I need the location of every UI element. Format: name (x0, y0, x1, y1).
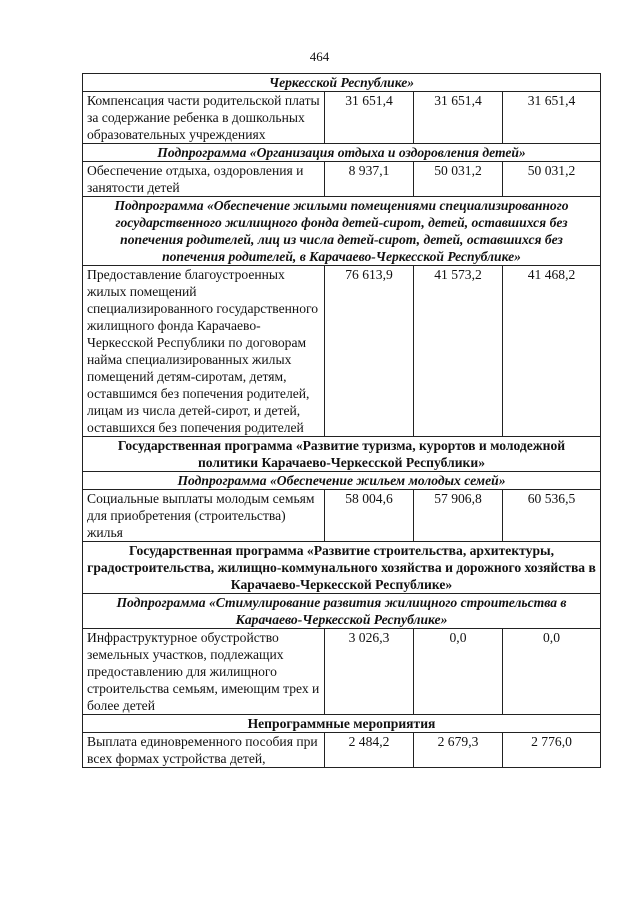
value-cell-1: 31 651,4 (325, 92, 414, 144)
program-heading: Непрограммные мероприятия (83, 715, 601, 733)
program-heading: Государственная программа «Развитие туризма, курортов и молодежной политики Карачаево-Черкесской Республики» (83, 437, 601, 472)
value-cell-1: 8 937,1 (325, 162, 414, 197)
value-cell-3: 31 651,4 (503, 92, 601, 144)
value-cell-3: 41 468,2 (503, 266, 601, 437)
section-header-row (83, 472, 601, 490)
program-heading: Государственная программа «Развитие строительства, архитектуры, градостроительства, жилищно-коммунального хозяйства и дорожного хозяйства в Карачаево-Черкесской Республике» (83, 542, 601, 594)
section-header-row (83, 144, 601, 162)
section-header-row (83, 437, 601, 472)
value-cell-2: 50 031,2 (414, 162, 503, 197)
value-cell-2: 57 906,8 (414, 490, 503, 542)
table-row (83, 629, 601, 715)
subprogram-heading: Подпрограмма «Стимулирование развития жилищного строительства в Карачаево-Черкесской Республике» (83, 594, 601, 629)
value-cell-1: 3 026,3 (325, 629, 414, 715)
row-label: Компенсация части родительской платы за содержание ребенка в дошкольных образовательных учреждениях (83, 92, 325, 144)
table-row (83, 266, 601, 437)
value-cell-2: 41 573,2 (414, 266, 503, 437)
table-row (83, 162, 601, 197)
row-label: Предоставление благоустроенных жилых помещений специализированного государственного жилищного фонда Карачаево-Черкесской Республики по договорам найма специализированных жилых помещений детям-сиротам, детям, оставшимся без попечения родителей, лицам из числа детей-сирот, и детей, оставшихся без попечения родителей (83, 266, 325, 437)
value-cell-3: 2 776,0 (503, 733, 601, 768)
value-cell-1: 76 613,9 (325, 266, 414, 437)
value-cell-1: 58 004,6 (325, 490, 414, 542)
subprogram-heading: Подпрограмма «Обеспечение жильем молодых семей» (83, 472, 601, 490)
value-cell-1: 2 484,2 (325, 733, 414, 768)
section-header-row (83, 542, 601, 594)
table-row (83, 490, 601, 542)
subprogram-heading: Подпрограмма «Обеспечение жилыми помещениями специализированного государственного жилищного фонда детей-сирот, детей, оставшихся без попечения родителей, лиц из числа детей-сирот, детей, оставшихся без попечения родителей, в Карачаево-Черкесской Республике» (83, 197, 601, 266)
table-row (83, 92, 601, 144)
value-cell-3: 60 536,5 (503, 490, 601, 542)
budget-table (82, 73, 601, 768)
page-number: 464 (309, 49, 330, 64)
value-cell-2: 31 651,4 (414, 92, 503, 144)
row-label: Обеспечение отдыха, оздоровления и занятости детей (83, 162, 325, 197)
value-cell-2: 2 679,3 (414, 733, 503, 768)
section-header-row (83, 715, 601, 733)
row-label: Инфраструктурное обустройство земельных участков, подлежащих предоставлению для жилищного строительства семьям, имеющим трех и более детей (83, 629, 325, 715)
value-cell-3: 50 031,2 (503, 162, 601, 197)
value-cell-3: 0,0 (503, 629, 601, 715)
section-header-row (83, 594, 601, 629)
subprogram-heading: Подпрограмма «Организация отдыха и оздоровления детей» (83, 144, 601, 162)
section-header-row (83, 197, 601, 266)
row-label: Социальные выплаты молодым семьям для приобретения (строительства) жилья (83, 490, 325, 542)
value-cell-2: 0,0 (414, 629, 503, 715)
table-row (83, 733, 601, 768)
subprogram-heading: Черкесской Республике» (83, 74, 601, 92)
section-header-row (83, 74, 601, 92)
row-label: Выплата единовременного пособия при всех формах устройства детей, (83, 733, 325, 768)
